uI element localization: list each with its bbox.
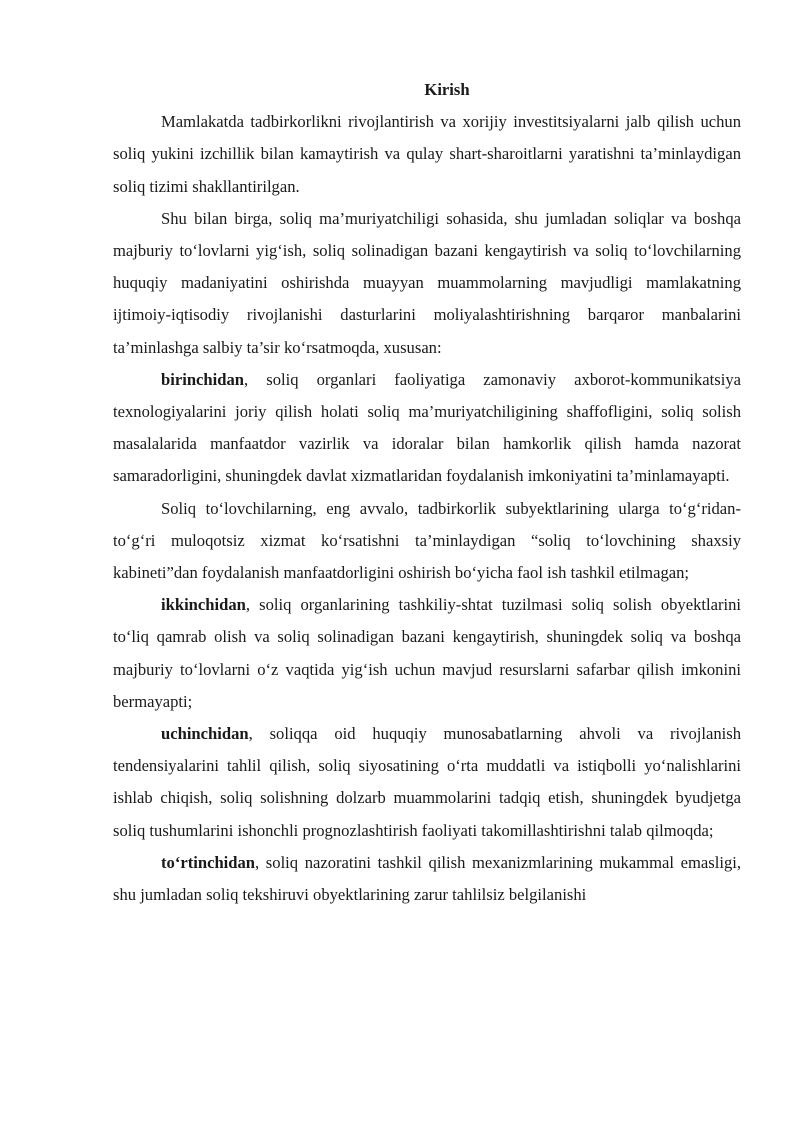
document-title: Kirish	[424, 80, 470, 99]
paragraph-3	[113, 364, 741, 493]
paragraph-lead: ikkinchidan	[161, 595, 246, 615]
paragraph-2	[113, 203, 741, 364]
paragraph-text: Shu bilan birga, soliq ma’muriyatchiligi sohasida, shu jumladan soliqlar va boshqa majburiy to‘lovlarni yig‘ish, soliq solinadigan bazani kengaytirish va soliq to‘lovchilarning huquqiy madaniyatini oshirishda muayyan muammolarning mavjudligi mamlakatning ijtimoiy-iqtisodiy rivojlanishi dasturlarini moliyalashtirishning barqaror manbalarini ta’minlashga salbiy ta’sir ko‘rsatmoqda, xususan:	[113, 208, 741, 357]
paragraph-text: , soliq nazoratini tashkil qilish mexanizmlarining mukammal emasligi, shu jumladan soliq tekshiruvi obyektlarining zarur tahlilsiz belgilanishi	[113, 852, 741, 905]
paragraph-text: , soliq organlari faoliyatiga zamonaviy axborot-kommunikatsiya texnologiyalarini joriy qilish holati soliq ma’muriyatchiligining shaffofligini, soliq solish masalalarida manfaatdor vazirlik va idoralar bilan hamkorlik qilish hamda nazorat samaradorligini, shuningdek davlat xizmatlaridan foydalanish imkoniyatini ta’minlamayapti.	[113, 369, 741, 486]
paragraph-lead: to‘rtinchidan	[161, 852, 256, 872]
document-page	[113, 74, 741, 911]
paragraph-text: , soliq organlarining tashkiliy-shtat tuzilmasi soliq solish obyektlarini to‘liq qamrab olish va soliq solinadigan bazani kengaytirish, shuningdek soliq va boshqa majburiy to‘lovlarni o‘z vaqtida yig‘ish uchun mavjud resurslarni safarbar qilish imkonini bermayapti;	[113, 595, 741, 711]
paragraph-7	[113, 847, 741, 911]
paragraph-lead: birinchidan	[161, 369, 245, 389]
paragraph-5	[113, 589, 741, 718]
paragraph-text: , soliqqa oid huquqiy munosabatlarning ahvoli va rivojlanish tendensiyalarini tahlil qilish, soliq siyosatining o‘rta muddatli va istiqbolli yo‘nalishlarini ishlab chiqish, soliq solishning dolzarb muammolarini tadqiq etish, shuningdek byudjetga soliq tushumlarini ishonchli prognozlashtirish faoliyati takomillashtirishni talab qilmoqda;	[113, 724, 741, 840]
paragraph-text: Mamlakatda tadbirkorlikni rivojlantirish va xorijiy investitsiyalarni jalb qilish uchun soliq yukini izchillik bilan kamaytirish va qulay shart-sharoitlarni yaratishni ta’minlaydigan soliq tizimi shakllantirilgan.	[113, 112, 741, 196]
paragraph-6	[113, 718, 741, 847]
paragraph-text: Soliq to‘lovchilarning, eng avvalo, tadbirkorlik subyektlarining ularga to‘g‘ridan-to‘g‘ri muloqotsiz xizmat ko‘rsatishni ta’minlaydigan “soliq to‘lovchining shaxsiy kabineti”dan foydalanish manfaatdorligini oshirish bo‘yicha faol ish tashkil etilmagan;	[113, 498, 741, 583]
paragraph-4	[113, 493, 741, 590]
paragraph-lead: uchinchidan	[161, 724, 249, 744]
paragraph-1	[113, 106, 741, 203]
